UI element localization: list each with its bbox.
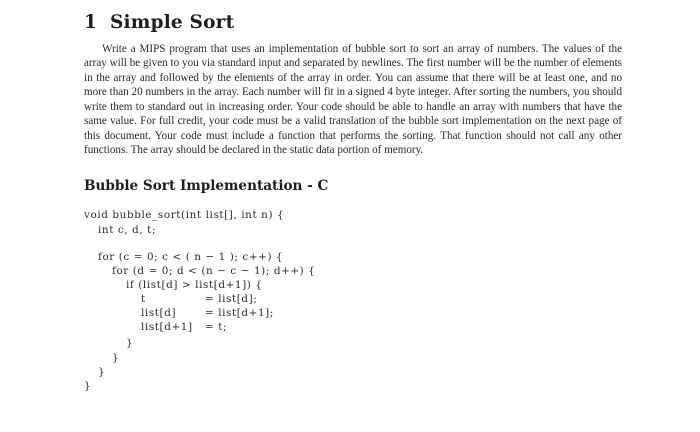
document-page [84,10,622,392]
code-line-close-outer: } [98,366,106,378]
code-line-outer-loop: for (c = 0; c < ( n − 1 ); c++) { [98,251,284,263]
subsection-heading: Bubble Sort Implementation - C [84,177,329,194]
code-line-close-inner: } [112,352,120,364]
code-line-swap-3-rhs: = t; [205,321,228,333]
code-line-swap-1-rhs: = list[d]; [205,293,258,305]
code-line-declarations: int c, d, t; [98,224,157,236]
code-line-swap-2-rhs: = list[d+1]; [205,307,274,319]
code-line-swap-2-lhs: list[d] [141,307,177,319]
code-line-close-if: } [126,337,134,349]
instructions-paragraph: Write a MIPS program that uses an implementation of bubble sort to sort an array of numbers. The values of the array will be given to you via standard input and separated by newlines. The first number will be the number of elements in the array and followed by the elements of the array in order. You can assume that there will be at least one, and no more than 20 numbers in the array. Each number will fit in a signed 4 byte integer. After sorting the numbers, you should write them to standard out in increasing order. Your code should be able to handle an array with numbers that have the same value. For full credit, your code must be a valid translation of the bubble sort implementation on the next page of this document. Your code must include a function that performs the sorting. That function should not call any other functions. The array should be declared in the static data portion of memory. [84,43,622,157]
code-line-if-compare: if (list[d] > list[d+1]) { [126,279,263,291]
section-heading [84,10,622,36]
code-line-close-function: } [84,380,92,392]
code-line-inner-loop: for (d = 0; d < (n − c − 1); d++) { [112,265,316,277]
code-line-swap-3-lhs: list[d+1] [141,321,193,333]
code-line-signature: void bubble_sort(int list[], int n) { [84,209,285,221]
section-number: 1 [84,12,98,33]
section-title: Simple Sort [110,12,235,33]
code-line-swap-1-lhs: t [141,293,146,305]
